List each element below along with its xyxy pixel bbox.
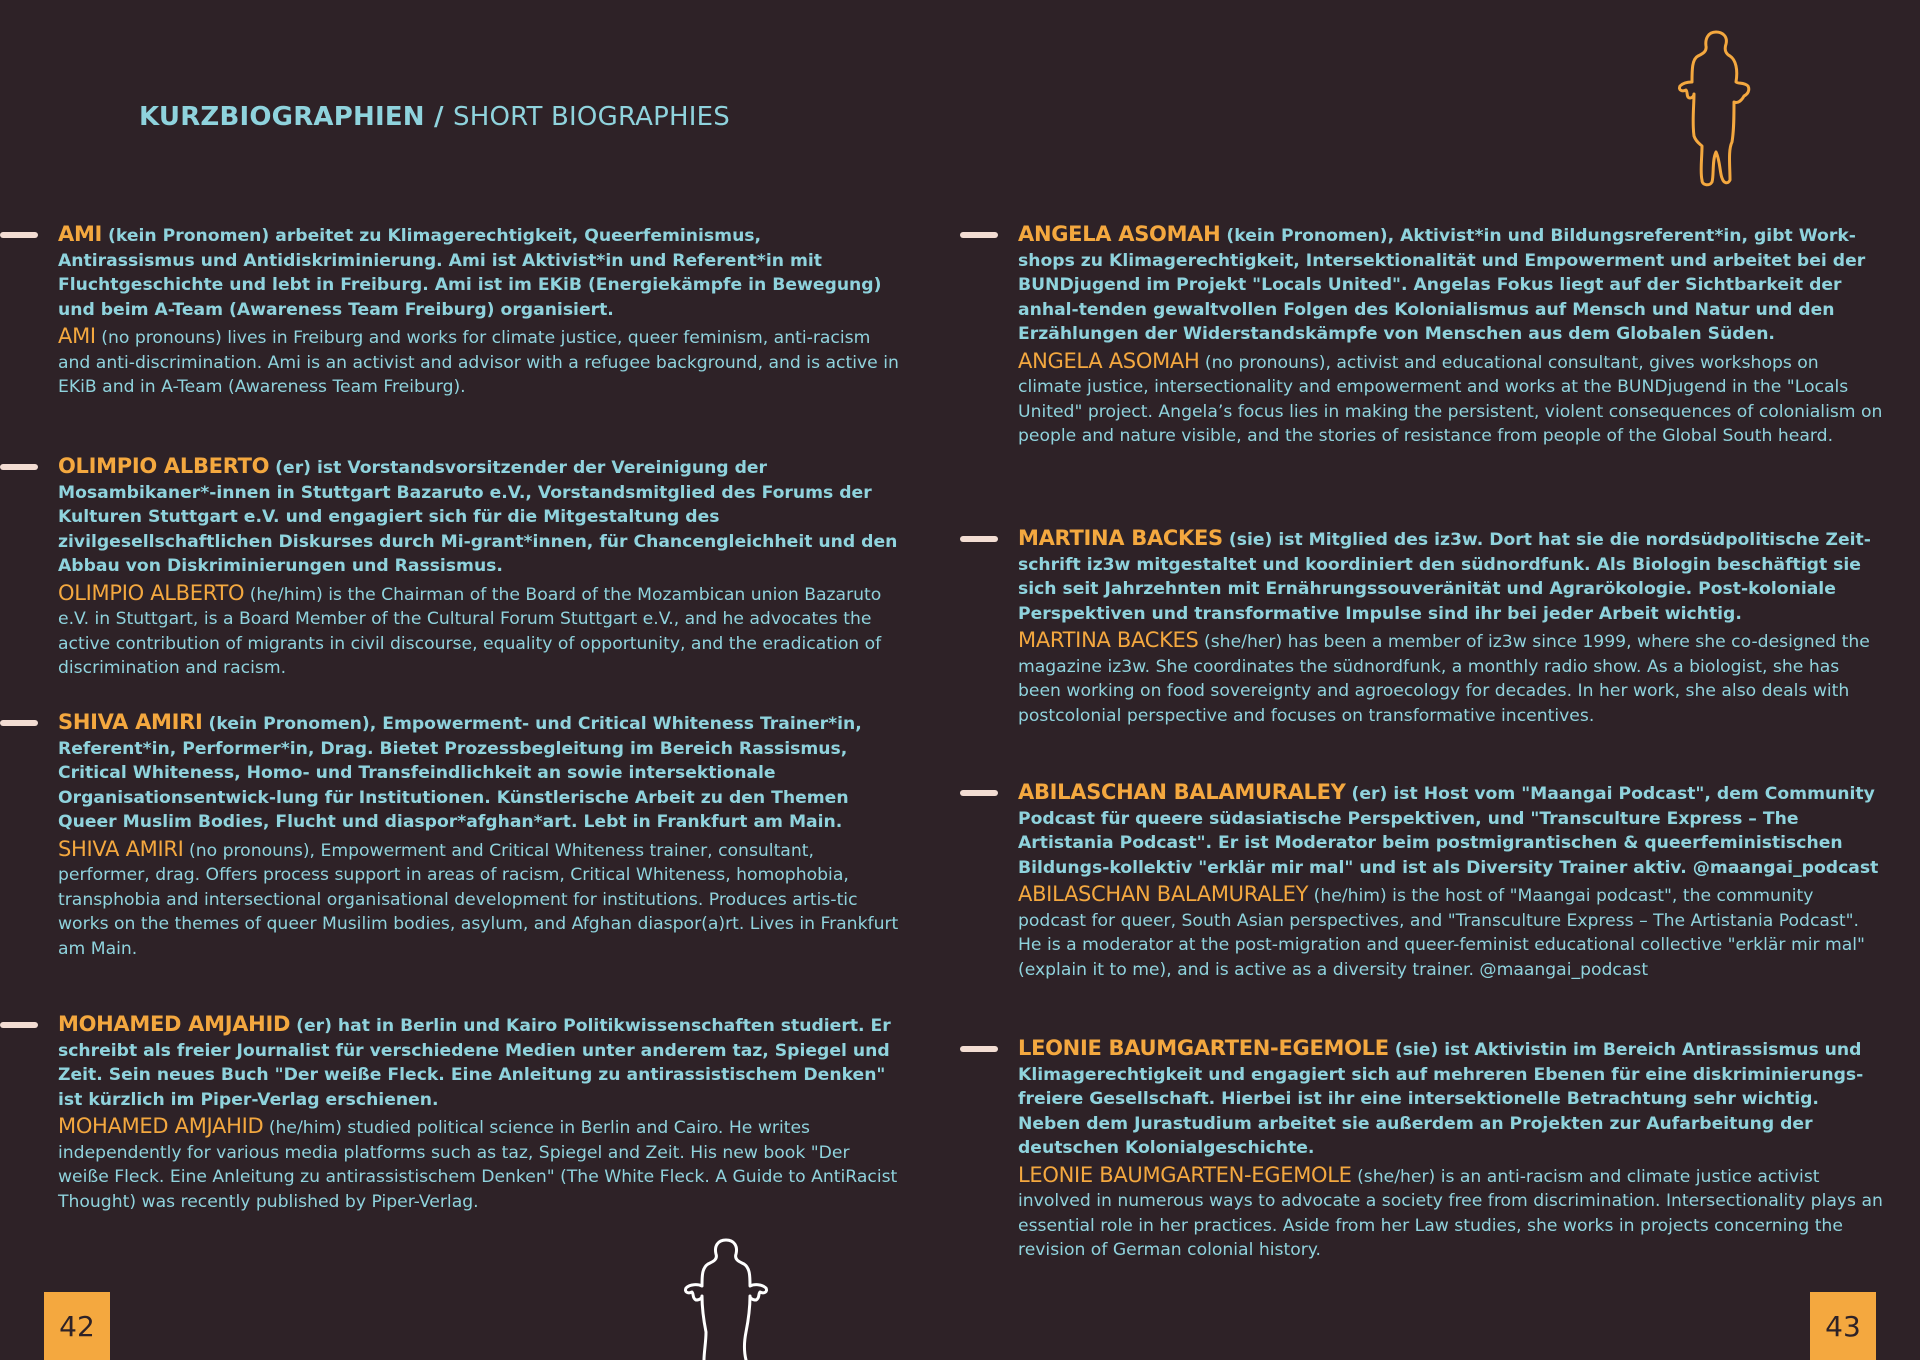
bio-text: (er) ist Host vom "Maangai Podcast", dem Community Podcast für queere südasiatische Perspektiven, und "Transculture Express – The Artistania Podcast". Er ist Moderator beim postmigrantischen & queerfeministischen Bildungs-kollektiv "erklär mir mal" und ist als Diversity Trainer aktiv. @maangai_podcast	[1018, 784, 1879, 878]
bio-name: ABILASCHAN BALAMURALEY	[1018, 882, 1309, 906]
bio-english	[58, 581, 902, 681]
bio-name: ANGELA ASOMAH	[1018, 348, 1200, 373]
entry-dash	[960, 232, 998, 238]
bio-english	[1018, 1163, 1884, 1263]
bio-text: (no pronouns) lives in Freiburg and works for climate justice, queer feminism, anti-racism and anti-discrimination. Ami is an activist and advisor with a refugee background, and is active in EKiB and in A-Team (Awareness Team Freiburg).	[58, 328, 899, 397]
bio-entry	[58, 222, 902, 400]
bio-english	[1018, 628, 1884, 728]
bio-text: (no pronouns), activist and educational consultant, gives workshops on climate justice, intersectionality and empowerment and works at the BUNDjugend in the "Locals United" project. Angela’s focus lies in making the persistent, violent consequences of colonialism on people and nature visible, and the stories of resistance from people of the Global South heard.	[1018, 352, 1883, 446]
bio-text: (kein Pronomen), Aktivist*in und Bildungsreferent*in, gibt Work-shops zu Klimagerechtigkeit, Intersektionalität und Empowerment und arbeitet bei der BUNDjugend im Projekt "Locals United". Angelas Fokus liegt auf der Sichtbarkeit der anhal-tenden gewaltvollen Folgen des Kolonialismus auf Mensch und Natur und den Erzählungen der Widerstandskämpfe von Menschen aus dem Globalen Süden.	[1018, 226, 1866, 344]
bio-name: SHIVA AMIRI	[58, 836, 184, 861]
bio-entry	[1018, 526, 1884, 728]
bio-text: (she/her) has been a member of iz3w since 1999, where she co-designed the magazine iz3w. She coordinates the südnordfunk, a monthly radio show. As a biologist, she has been working on food sovereignty and agroecology for decades. In her work, she also deals with postcolonial perspective and focuses on transformative incentives.	[1018, 632, 1870, 726]
bio-english	[58, 1114, 902, 1214]
bio-text: (kein Pronomen), Empowerment- und Critical Whiteness Trainer*in, Referent*in, Performer*in, Drag. Bietet Prozessbegleitung im Bereich Rassismus, Critical Whiteness, Homo- und Transfeindlichkeit an sowie intersektionale Organisationsentwick-lung für Institutionen. Künstlerische Arbeit zu den Themen Queer Muslim Bodies, Flucht und diaspor*afghan*art. Lebt in Frankfurt am Main.	[58, 714, 862, 832]
entry-dash	[0, 720, 38, 726]
bio-german	[58, 222, 902, 322]
title-bold: KURZBIOGRAPHIEN /	[139, 102, 444, 132]
title-light: SHORT BIOGRAPHIES	[452, 102, 730, 132]
bio-name: MARTINA BACKES	[1018, 526, 1223, 550]
entry-dash	[0, 1022, 38, 1028]
bio-entry	[58, 454, 902, 681]
bio-name: LEONIE BAUMGARTEN-EGEMOLE	[1018, 1036, 1389, 1060]
bio-german	[58, 1012, 902, 1112]
bio-name: AMI	[58, 324, 96, 348]
bio-german	[1018, 1036, 1884, 1161]
bio-english	[58, 324, 902, 400]
person-outline-orange-icon	[1672, 26, 1760, 190]
bio-text: (he/him) studied political science in Berlin and Cairo. He writes independently for various media platforms such as taz, Spiegel and Zeit. His new book "Der weiße Fleck. Eine Anleitung zu antirassistischem Denken" (The White Fleck. A Guide to AntiRacist Thought) was recently published by Piper-Verlag.	[58, 1118, 898, 1212]
page-number-right: 43	[1810, 1292, 1876, 1360]
bio-entry	[1018, 1036, 1884, 1263]
bio-name: MARTINA BACKES	[1018, 628, 1199, 652]
bio-name: SHIVA AMIRI	[58, 710, 203, 734]
entry-dash	[960, 536, 998, 542]
bio-text: (sie) ist Mitglied des iz3w. Dort hat sie die nordsüdpolitische Zeit-schrift iz3w mitgestaltet und koordiniert den südnordfunk. Als Biologin beschäftigt sie sich seit Jahrzehnten mit Ernährungssouveränität und Agrarökologie. Post-koloniale Perspektiven und transformative Impulse sind ihr bei jeder Arbeit wichtig.	[1018, 530, 1871, 624]
person-outline-white-icon	[680, 1236, 772, 1360]
bio-english	[58, 837, 902, 962]
bio-english	[1018, 349, 1884, 449]
bio-entry	[58, 1012, 902, 1214]
bio-text: (sie) ist Aktivistin im Bereich Antirassismus und Klimagerechtigkeit und engagiert sich auf mehreren Ebenen für eine diskriminierungs-freiere Gesellschaft. Hierbei ist ihr eine intersektionelle Betrachtung sehr wichtig. Neben dem Jurastudium arbeitet sie außerdem an Projekten zur Aufarbeitung der deutschen Kolonialgeschichte.	[1018, 1040, 1864, 1158]
entry-dash	[960, 1046, 998, 1052]
bio-text: (he/him) is the Chairman of the Board of the Mozambican union Bazaruto e.V. in Stuttgart, is a Board Member of the Cultural Forum Stuttgart e.V., and he advocates the active contribution of migrants in civil discourse, equality of opportunity, and the eradication of discrimination and racism.	[58, 584, 882, 678]
entry-dash	[960, 790, 998, 796]
bio-english	[1018, 882, 1884, 982]
bio-name: LEONIE BAUMGARTEN-EGEMOLE	[1018, 1162, 1352, 1187]
bio-name: MOHAMED AMJAHID	[58, 1114, 264, 1138]
bio-german	[58, 454, 902, 579]
page-number-left: 42	[44, 1292, 110, 1360]
bio-entry	[1018, 222, 1884, 449]
bio-name: AMI	[58, 222, 103, 246]
bio-german	[1018, 526, 1884, 626]
bio-name: OLIMPIO ALBERTO	[58, 580, 245, 605]
page-title	[139, 102, 730, 132]
bio-entry	[1018, 780, 1884, 982]
entry-dash	[0, 464, 38, 470]
bio-name: ABILASCHAN BALAMURALEY	[1018, 780, 1346, 804]
bio-text: (he/him) is the host of "Maangai podcast", the community podcast for queer, South Asian perspectives, and "Transculture Express – The Artistania Podcast". He is a moderator at the post-migration and queer-feminist educational collective "erklär mir mal" (explain it to me), and is active as a diversity trainer. @maangai_podcast	[1018, 886, 1865, 980]
bio-text: (er) hat in Berlin und Kairo Politikwissenschaften studiert. Er schreibt als freier Journalist für verschiedene Medien unter anderem taz, Spiegel und Zeit. Sein neues Buch "Der weiße Fleck. Eine Anleitung zu antirassistischem Denken" ist kürzlich im Piper-Verlag erschienen.	[58, 1016, 891, 1110]
bio-german	[58, 710, 902, 835]
bio-german	[1018, 222, 1884, 347]
bio-text: (er) ist Vorstandsvorsitzender der Vereinigung der Mosambikaner*-innen in Stuttgart Bazaruto e.V., Vorstandsmitglied des Forums der Kulturen Stuttgart e.V. und engagiert sich für die Mitgestaltung des zivilgesellschaftlichen Diskurses durch Mi-grant*innen, für Chancengleichheit und den Abbau von Diskriminierungen und Rassismus.	[58, 458, 898, 576]
bio-text: (she/her) is an anti-racism and climate justice activist involved in numerous ways to advocate a society free from discrimination. Intersectionality plays an essential role in her practices. Aside from her Law studies, she works in projects concerning the revision of German colonial history.	[1018, 1166, 1883, 1260]
bio-name: ANGELA ASOMAH	[1018, 222, 1221, 246]
bio-text: (no pronouns), Empowerment and Critical Whiteness trainer, consultant, performer, drag. Offers process support in areas of racism, Critical Whiteness, homophobia, transphobia and intersectional organisational development for institutions. Produces artis-tic works on the themes of queer Musilim bodies, asylum, and Afghan diaspor(a)rt. Lives in Frankfurt am Main.	[58, 840, 899, 959]
bio-entry	[58, 710, 902, 961]
bio-name: OLIMPIO ALBERTO	[58, 454, 270, 478]
bio-german	[1018, 780, 1884, 880]
entry-dash	[0, 232, 38, 238]
bio-name: MOHAMED AMJAHID	[58, 1012, 291, 1036]
bio-text: (kein Pronomen) arbeitet zu Klimagerechtigkeit, Queerfeminismus, Antirassismus und Antidiskriminierung. Ami ist Aktivist*in und Referent*in mit Fluchtgeschichte und lebt in Freiburg. Ami ist im EKiB (Energiekämpfe in Bewegung) und beim A-Team (Awareness Team Freiburg) organisiert.	[58, 226, 882, 320]
